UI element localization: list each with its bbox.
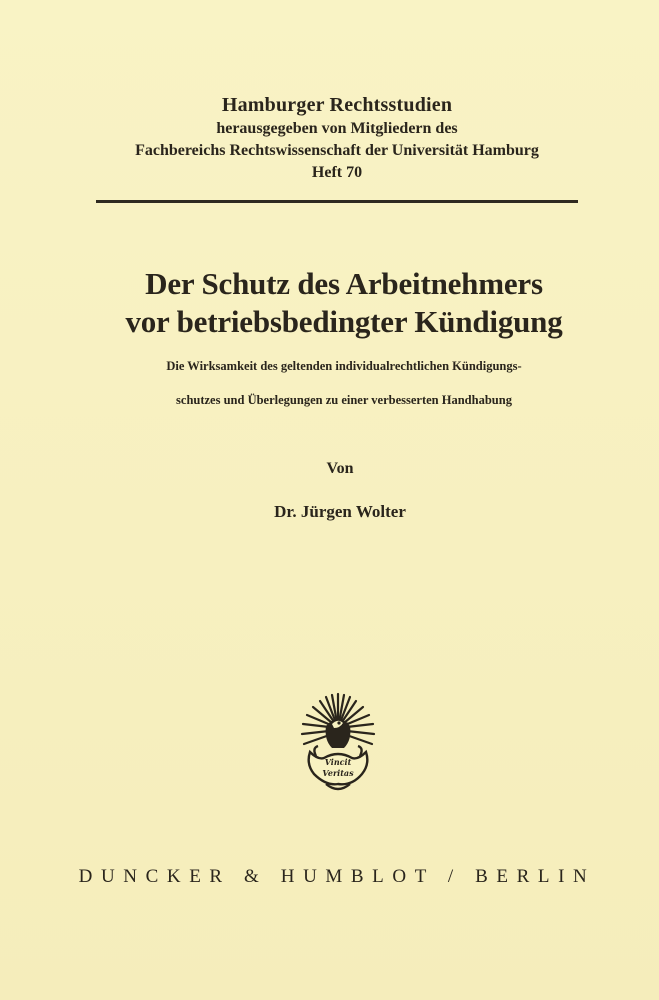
series-faculty-line: Fachbereichs Rechtswissenschaft der Universität Hamburg <box>135 142 539 159</box>
series-header <box>0 92 659 184</box>
publisher-eagle-logo-icon <box>296 690 380 794</box>
series-title: Hamburger Rechtsstudien <box>221 94 453 116</box>
book-title-line-1: Der Schutz des Arbeitnehmers <box>145 266 543 301</box>
logo-motto-line-2: Veritas <box>322 768 354 778</box>
book-subtitle-line-1: Die Wirksamkeit des geltenden individualrechtlichen Kündigungs- <box>166 359 522 373</box>
publisher-imprint: DUNCKER & HUMBLOT / BERLIN <box>78 866 596 887</box>
logo-motto-line-1: Vincit <box>324 757 352 767</box>
book-title-block <box>0 265 659 409</box>
series-volume: Heft 70 <box>311 164 363 181</box>
book-title-line-2: vor betriebsbedingter Kündigung <box>125 304 563 339</box>
book-subtitle-line-2: schutzes und Überlegungen zu einer verbesserten Handhabung <box>176 393 512 407</box>
author-name: Dr. Jürgen Wolter <box>274 502 406 521</box>
series-editor-line: herausgegeben von Mitgliedern des <box>216 120 458 137</box>
header-divider <box>96 200 578 203</box>
by-label: Von <box>326 460 354 477</box>
